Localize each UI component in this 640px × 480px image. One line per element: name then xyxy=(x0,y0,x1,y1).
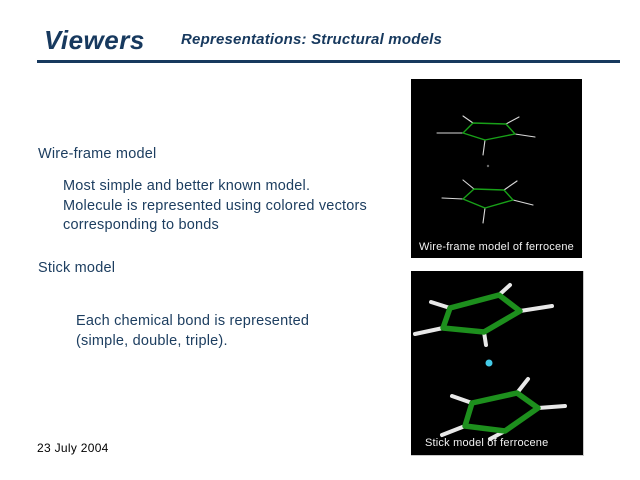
stick-description xyxy=(76,312,309,351)
section-heading-wireframe: Wire-frame model xyxy=(38,146,157,162)
hydrogen-bond-lines xyxy=(442,180,533,223)
carbon-ring-bottom xyxy=(463,189,513,208)
text-line: Most simple and better known model. xyxy=(63,178,311,194)
carbon-ring-top xyxy=(463,123,515,140)
hydrogen-bond-lines xyxy=(437,116,535,155)
section-heading-stick: Stick model xyxy=(38,260,116,276)
wireframe-molecule-drawing xyxy=(411,79,582,258)
slide-subtitle: Representations: Structural models xyxy=(181,31,443,48)
figure-wireframe-ferrocene xyxy=(411,79,582,258)
carbon-ring-bottom xyxy=(465,393,538,431)
stick-molecule-drawing xyxy=(411,271,583,455)
figure-stick-ferrocene xyxy=(411,271,584,456)
text-line: corresponding to bonds xyxy=(63,217,219,233)
header-rule xyxy=(37,60,620,63)
iron-atom-dot xyxy=(486,360,493,367)
figure-caption: Wire-frame model of ferrocene xyxy=(419,241,574,253)
wireframe-description xyxy=(63,177,367,236)
carbon-ring-top xyxy=(443,295,520,332)
hydrogen-sticks xyxy=(415,285,552,345)
figure-caption: Stick model of ferrocene xyxy=(425,437,549,449)
text-line: Each chemical bond is represented xyxy=(76,313,310,329)
slide-date: 23 July 2004 xyxy=(37,441,109,455)
iron-atom-dot xyxy=(487,165,489,167)
text-line: (simple, double, triple). xyxy=(76,332,228,349)
slide-title: Viewers xyxy=(44,25,145,55)
text-line: Molecule is represented using colored vectors xyxy=(63,197,367,214)
